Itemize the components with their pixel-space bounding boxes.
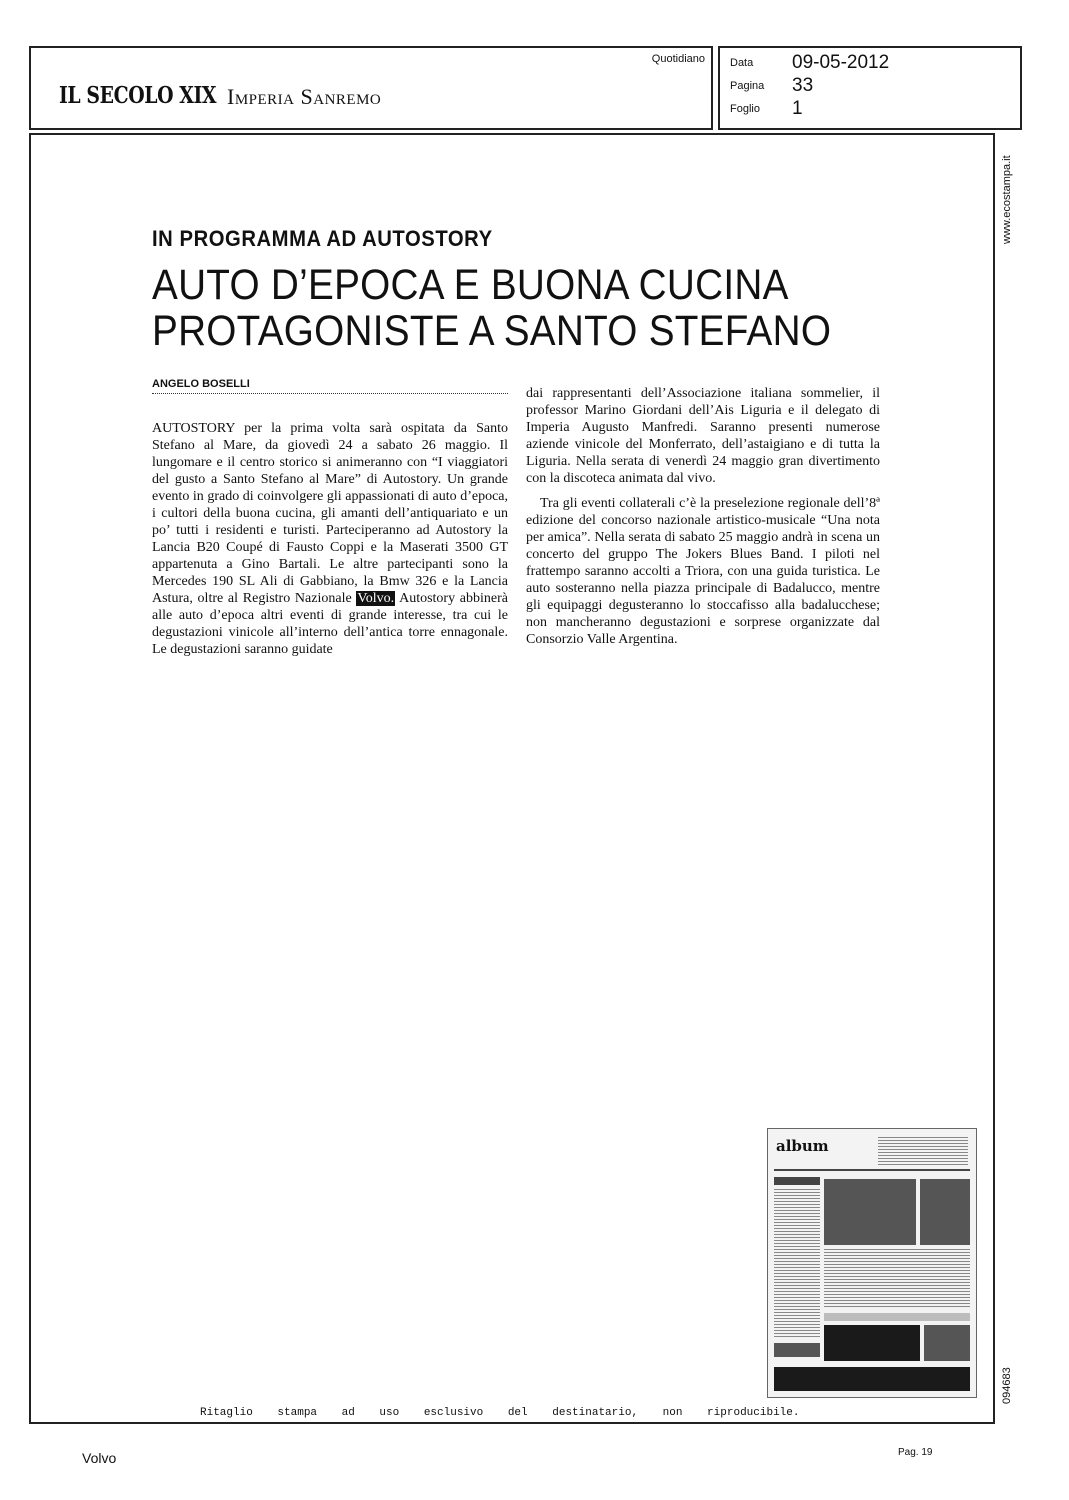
- thumbnail-section-bar: [774, 1177, 820, 1185]
- publication-type: Quotidiano: [651, 53, 705, 65]
- thumbnail-title: album: [776, 1137, 829, 1155]
- meta-label-page: Pagina: [730, 80, 765, 92]
- edition-name: Imperia Sanremo: [227, 84, 382, 109]
- meta-value-sheet: 1: [792, 98, 803, 119]
- side-site-url: www.ecostampa.it: [1001, 155, 1013, 244]
- thumbnail-advert-banner: [774, 1367, 970, 1391]
- thumbnail-small-image: [774, 1343, 820, 1357]
- meta-label-sheet: Foglio: [730, 103, 760, 115]
- thumbnail-article-highlight: [824, 1325, 920, 1361]
- header-masthead-box: [29, 46, 713, 130]
- article-byline: ANGELO BOSELLI: [152, 378, 508, 394]
- article-column-2: [526, 385, 880, 648]
- thumbnail-column-left: [774, 1189, 820, 1339]
- col1-text-after: Autostory abbinerà alle auto d’epoca altri eventi di grande interesse, tra cui le degustazioni vinicole all’interno dell’antica torre ennagonale. Le degustazioni saranno guidate: [152, 591, 509, 657]
- headline-line-2: PROTAGONISTE A SANTO STEFANO: [152, 307, 832, 355]
- article-kicker: IN PROGRAMMA AD AUTOSTORY: [152, 226, 493, 251]
- thumbnail-header-text: [878, 1137, 968, 1165]
- thumbnail-photo-3: [924, 1325, 970, 1361]
- thumbnail-rule: [774, 1169, 970, 1171]
- meta-value-date: 09-05-2012: [792, 52, 890, 73]
- keyword-label: Volvo: [82, 1450, 117, 1466]
- article-column-1: [152, 420, 508, 658]
- column-1-paragraph: [152, 420, 508, 658]
- page-thumbnail: [767, 1128, 977, 1398]
- header-meta-box: [718, 46, 1022, 130]
- column-2-paragraph-1: dai rappresentanti dell’Associazione italiana sommelier, il professor Marino Giordani dell’Ais Liguria e il delegato di Imperia Augusto Manfredi. Saranno presenti numerose aziende vinicole del Monferrato, dell’astaigiano e di tutta la Liguria. Nella serata di venerdì 24 maggio gran divertimento con la discoteca animata dal vivo.: [526, 386, 880, 486]
- highlighted-keyword: Volvo.: [357, 591, 395, 606]
- column-2-paragraph-2: Tra gli eventi collaterali c’è la preselezione regionale dell’8ª edizione del concorso nazionale artistico-musicale “Una nota per amica”. Nella serata di sabato 25 maggio andrà in scena un concerto del gruppo The Jokers Blues Band. I piloti nel frattempo saranno accolti a Triora, con una guida turistica. Le auto sosteranno nella piazza principale di Badalucco, mentre gli equipaggi degusteranno lo stoccafisso alla badalucchese; non mancheranno degustazioni e sorprese organizzate dal Consorzio Valle Argentina.: [526, 496, 880, 647]
- col1-text-before: AUTOSTORY per la prima volta sarà ospitata da Santo Stefano al Mare, da giovedì 24 a sabato 26 maggio. Il lungomare e il centro storico si animeranno con “I viaggiatori del gusto a Santo Stefano al Mare” di Autostory. Un grande evento in grado di coinvolgere gli appassionati di auto d’epoca, i cultori della buona cucina, gli amanti dell’antiquariato e un po’ tutti i residenti e turisti. Parteciperanno ad Autostory la Lancia B20 Coupé di Fausto Coppi e la Maserati 3500 GT appartenuta a Gino Bartali. Le altre partecipanti sono la Mercedes 190 SL Ali di Gabbiano, la Bmw 326 e la Lancia Astura, oltre al Registro Nazionale: [152, 421, 508, 606]
- thumbnail-text-block: [824, 1249, 970, 1309]
- thumbnail-photo-2: [920, 1179, 970, 1245]
- side-archive-code: 094683: [1001, 1367, 1013, 1404]
- thumbnail-photo-1: [824, 1179, 916, 1245]
- meta-value-page: 33: [792, 75, 814, 96]
- meta-label-date: Data: [730, 57, 754, 69]
- page-number: Pag. 19: [898, 1447, 933, 1458]
- reproduction-notice: Ritaglio stampa ad uso esclusivo del destinatario, non riproducibile.: [200, 1407, 800, 1419]
- headline-line-1: AUTO D’EPOCA E BUONA CUCINA: [152, 261, 789, 309]
- thumbnail-headline-strip: [824, 1313, 970, 1321]
- article-headline: [152, 262, 831, 354]
- newspaper-masthead: IL SECOLO XIX: [59, 82, 217, 109]
